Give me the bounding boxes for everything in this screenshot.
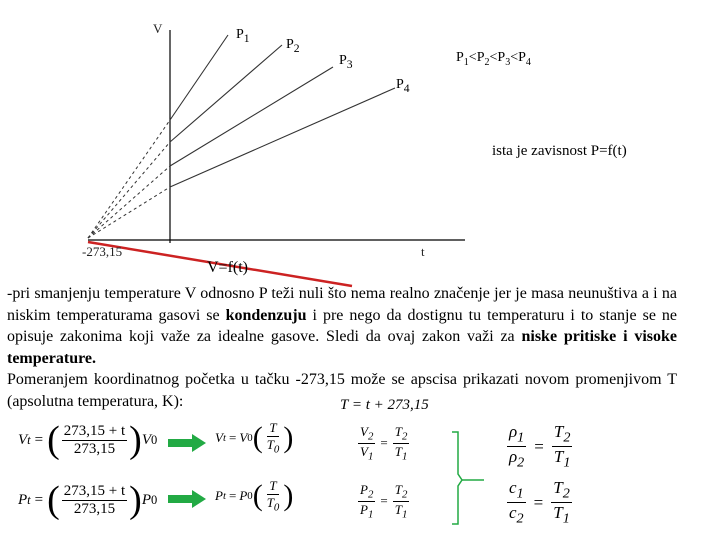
absolute-temperature-formula: T = t + 273,15 xyxy=(340,397,429,413)
x-axis-label: t xyxy=(421,244,425,259)
pressure-two-state-formula: $\frac{P_2}{P_1}$ = $\frac{T_2}{T_1}$ xyxy=(360,482,408,521)
pressure-order-relation: $P_1<P_2<P_3<P_4$ xyxy=(456,50,531,68)
arrow-icon xyxy=(168,434,206,452)
isobar-label-p4: $P_4$ xyxy=(396,77,410,95)
y-axis-label: V xyxy=(153,21,163,36)
bracket-icon xyxy=(448,428,488,528)
isobar-p2-solid xyxy=(170,45,282,142)
diagram-caption: V=f(t) xyxy=(207,259,249,276)
paragraph-low-temperature: -pri smanjenju temperature V odnosno P teži nuli što nema realno značenje jer je masa neunuštiva a i na niskim temperaturama gasovi se kondenzuju i pre nego da dostignu tu temperaturu i to stanje se ne opisuje zakonima koji važe za idealne gasove. Sledi da ovaj zakon važi za niske pritiske i visoke temperature. xyxy=(7,285,678,367)
pressure-law-formula: P t = ( $\frac{273,15 + t}{273,15}$ ) P 0 xyxy=(18,479,158,521)
isobar-p4-dashed xyxy=(88,187,170,238)
isobar-p1-solid xyxy=(170,35,228,120)
volume-ratio-formula: V t = V 0 ( $\frac{T}{T_0}$ ) xyxy=(215,420,294,456)
isobar-p3-dashed xyxy=(88,166,170,238)
same-dependence-note: ista je zavisnost P=f(t) xyxy=(492,143,627,159)
isobar-label-p2: $P_2$ xyxy=(286,37,300,55)
concentration-temperature-formula: $\frac{c_1}{c_2}$ = $\frac{T_2}{T_1}$ xyxy=(509,478,570,527)
isobar-p1-dashed xyxy=(88,120,170,238)
isobar-label-p1: $P_1$ xyxy=(236,27,250,45)
isobar-p2-dashed xyxy=(88,142,170,238)
density-temperature-formula: $\frac{\rho_1}{\rho_2}$ = $\frac{T_2}{T_1}$ xyxy=(509,422,571,471)
pressure-ratio-formula: P t = P 0 ( $\frac{T}{T_0}$ ) xyxy=(215,478,294,514)
volume-law-formula: V t = ( $\frac{273,15 + t}{273,15}$ ) V 0 xyxy=(18,419,158,461)
volume-two-state-formula: $\frac{V_2}{V_1}$ = $\frac{T_2}{T_1}$ xyxy=(360,424,408,463)
origin-label: -273,15 xyxy=(82,244,123,259)
isobar-label-p3: $P_3$ xyxy=(339,53,353,71)
arrow-icon xyxy=(168,490,206,508)
isobar-p4-solid xyxy=(170,88,395,187)
paragraph-absolute-temperature: Pomeranjem koordinatnog početka u tačku -273,15 može se apscisa prikazati novom promenjivom T (apsolutna temperatura, K): xyxy=(7,371,677,410)
